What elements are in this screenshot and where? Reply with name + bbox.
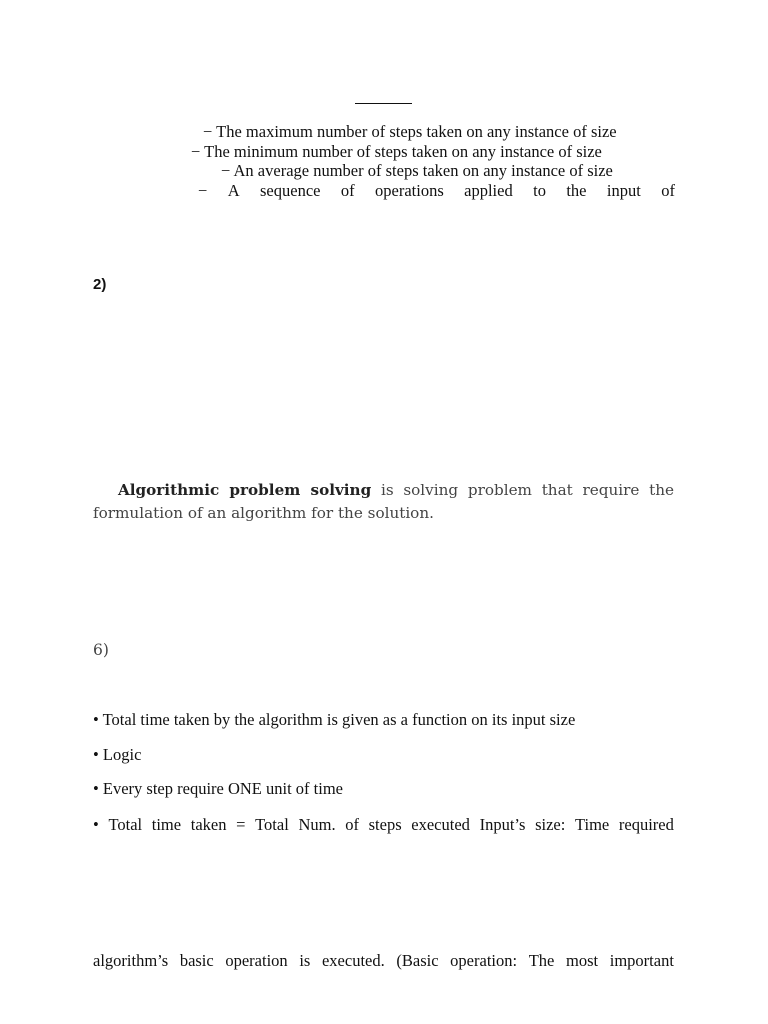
basic-operation-line xyxy=(93,951,674,971)
bullet-word: = xyxy=(236,815,246,834)
sequence-word: the xyxy=(566,181,587,200)
bullet-word: • xyxy=(93,815,99,834)
bullet-total-time-taken xyxy=(93,815,674,835)
algorithmic-problem-solving-paragraph xyxy=(93,479,674,525)
line-word: operation xyxy=(225,951,288,970)
worst-case-line: − The maximum number of steps taken on any instance of size xyxy=(203,122,617,141)
bullet-word: Total xyxy=(108,815,143,834)
bullet-word: Input’s xyxy=(479,815,526,834)
line-word: The xyxy=(528,951,555,970)
line-word: algorithm’s xyxy=(93,951,169,970)
sequence-word: of xyxy=(340,181,355,200)
best-case-line: − The minimum number of steps taken on any instance of size xyxy=(191,142,602,161)
bullet-unit-time: • Every step require ONE unit of time xyxy=(93,779,343,798)
top-underline-rule xyxy=(355,103,412,104)
bullet-word: executed xyxy=(411,815,470,834)
average-case-line: − An average number of steps taken on any instance of size xyxy=(221,161,613,180)
sequence-word: operations xyxy=(375,181,444,200)
bullet-word: taken xyxy=(190,815,227,834)
bullet-total-time: • Total time taken by the algorithm is given as a function on its input size xyxy=(93,710,576,729)
line-word: most xyxy=(566,951,599,970)
line-word: is xyxy=(299,951,311,970)
bullet-word: Num. xyxy=(298,815,336,834)
line-word: (Basic xyxy=(396,951,439,970)
line-word: important xyxy=(609,951,674,970)
bullet-word: Total xyxy=(255,815,289,834)
bullet-word: Time xyxy=(574,815,610,834)
sequence-word: input xyxy=(606,181,641,200)
paragraph-rest: is solving problem that require the formulation of an algorithm for the solution. xyxy=(93,481,674,522)
bullet-word: steps xyxy=(368,815,402,834)
line-word: basic xyxy=(179,951,214,970)
sequence-word: sequence xyxy=(260,181,321,200)
bullet-word: required xyxy=(618,815,674,834)
section-2-number: 2) xyxy=(93,276,107,293)
bullet-logic: • Logic xyxy=(93,745,142,764)
sequence-word: − xyxy=(198,181,208,200)
bullet-word: time xyxy=(151,815,182,834)
sequence-word: to xyxy=(533,181,546,200)
bullet-word: of xyxy=(345,815,359,834)
sequence-word: of xyxy=(661,181,675,200)
sequence-word: applied xyxy=(464,181,513,200)
section-6-number: 6) xyxy=(93,641,109,659)
bullet-word: size: xyxy=(535,815,566,834)
sequence-word: A xyxy=(227,181,240,200)
line-word: operation: xyxy=(450,951,518,970)
sequence-line xyxy=(198,181,675,201)
paragraph-bold-term: Algorithmic problem solving xyxy=(118,481,372,499)
line-word: executed. xyxy=(321,951,385,970)
